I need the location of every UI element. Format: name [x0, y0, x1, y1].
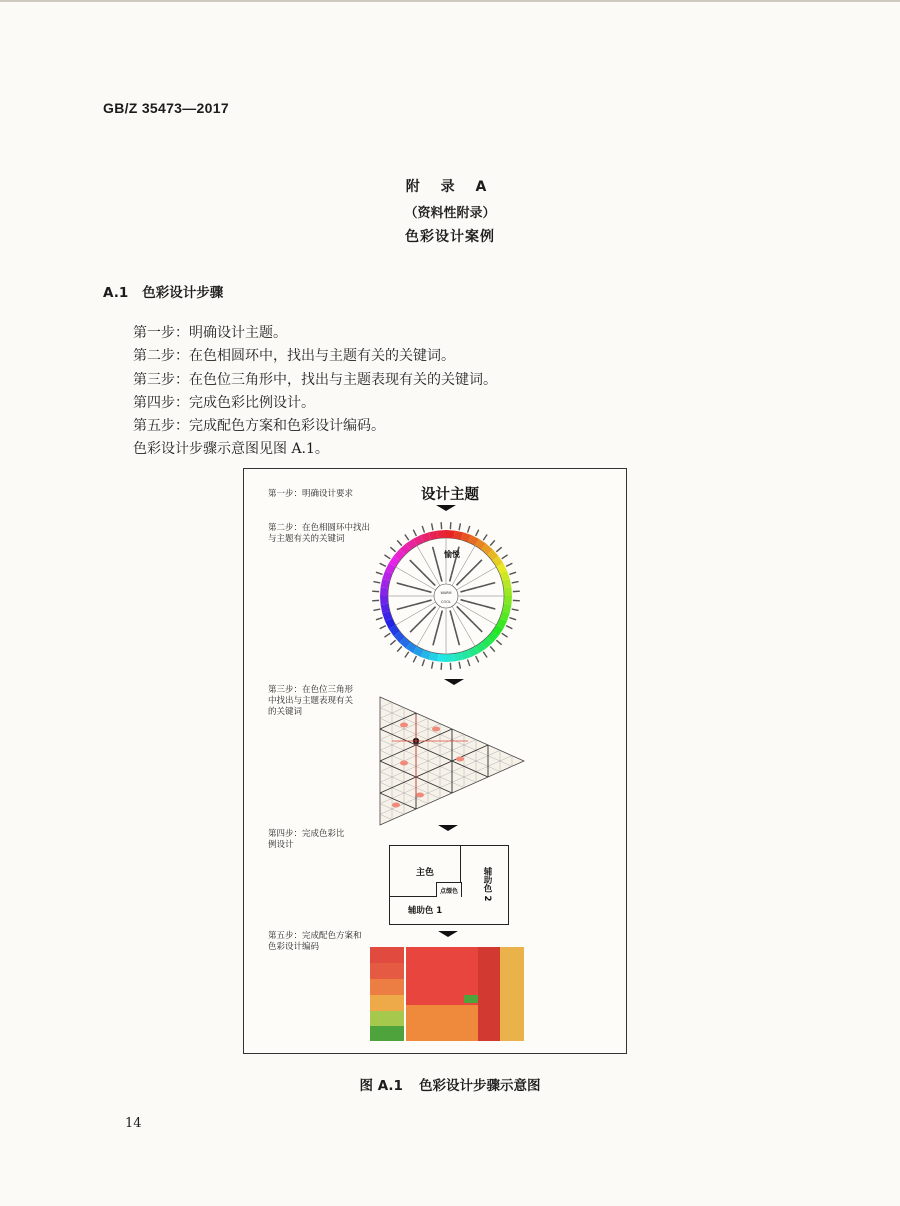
caption-title: 色彩设计步骤示意图 [418, 1078, 541, 1094]
standard-code: GB/Z 35473—2017 [103, 100, 229, 116]
color-scheme-swatches [370, 947, 524, 1041]
ratio-aux1-label: 辅助色 1 [407, 905, 443, 916]
fig-step2-label: 第二步：在色相圆环中找出与主题有关的关键词 [268, 523, 371, 544]
fig-step1-label: 第一步：明确设计要求 [268, 489, 354, 499]
section-title: 色彩设计步骤 [142, 285, 224, 301]
ratio-aux2-color [468, 846, 506, 923]
top-rule [0, 0, 900, 2]
appendix-title: 附 录 A [405, 179, 495, 195]
ratio-main-label: 主色 [415, 867, 434, 878]
figure-caption [0, 1074, 900, 1094]
swatch-accent-green [464, 995, 478, 1003]
step-item: 第三步：在色位三角形中，找出与主题表现有关的关键词。 [133, 371, 497, 388]
ratio-aux2-label: 辅助色 2 [482, 867, 492, 902]
hue-wheel-diagram [370, 519, 522, 673]
fig-step5-label: 第五步：完成配色方案和色彩设计编码 [268, 931, 362, 952]
down-arrow-icon [438, 931, 458, 937]
section-number: A.1 [103, 285, 129, 301]
swatch-dark-red [478, 947, 500, 1041]
swatch-column [370, 947, 404, 1041]
wheel-keyword: 愉悦 [444, 550, 460, 559]
caption-number: 图 A.1 [359, 1078, 403, 1094]
step-item: 色彩设计步骤示意图见图 A.1。 [133, 441, 329, 458]
swatch-orange [406, 1005, 478, 1041]
wheel-center-top-label: WARM [440, 591, 452, 595]
color-position-triangle [364, 685, 532, 835]
appendix-subtitle: （资料性附录） [404, 206, 496, 221]
ratio-accent-label: 点缀色 [439, 887, 458, 895]
appendix-name: 色彩设计案例 [405, 229, 495, 245]
fig-design-theme: 设计主题 [421, 487, 479, 503]
step-item: 第一步：明确设计主题。 [133, 325, 287, 341]
wheel-center-bottom-label: COOL [441, 600, 451, 604]
ratio-diagram [389, 845, 509, 925]
section-heading [103, 281, 223, 301]
figure-a1 [243, 468, 627, 1054]
fig-step3-label: 第三步：在色位三角形中找出与主题表现有关的关键词 [268, 685, 354, 717]
step-item: 第四步：完成色彩比例设计。 [133, 394, 315, 411]
down-arrow-icon [438, 825, 458, 831]
steps-list [133, 322, 497, 462]
swatch-yellow-orange [500, 947, 524, 1041]
ratio-aux1-color [390, 896, 460, 923]
fig-step4-label: 第四步：完成色彩比例设计 [268, 829, 345, 850]
step-item: 第五步：完成配色方案和色彩设计编码。 [133, 418, 385, 435]
ratio-accent-color [436, 882, 462, 897]
page-number: 14 [125, 1116, 142, 1131]
step-item: 第二步：在色相圆环中，找出与主题有关的关键词。 [133, 348, 455, 365]
down-arrow-icon [436, 505, 456, 511]
